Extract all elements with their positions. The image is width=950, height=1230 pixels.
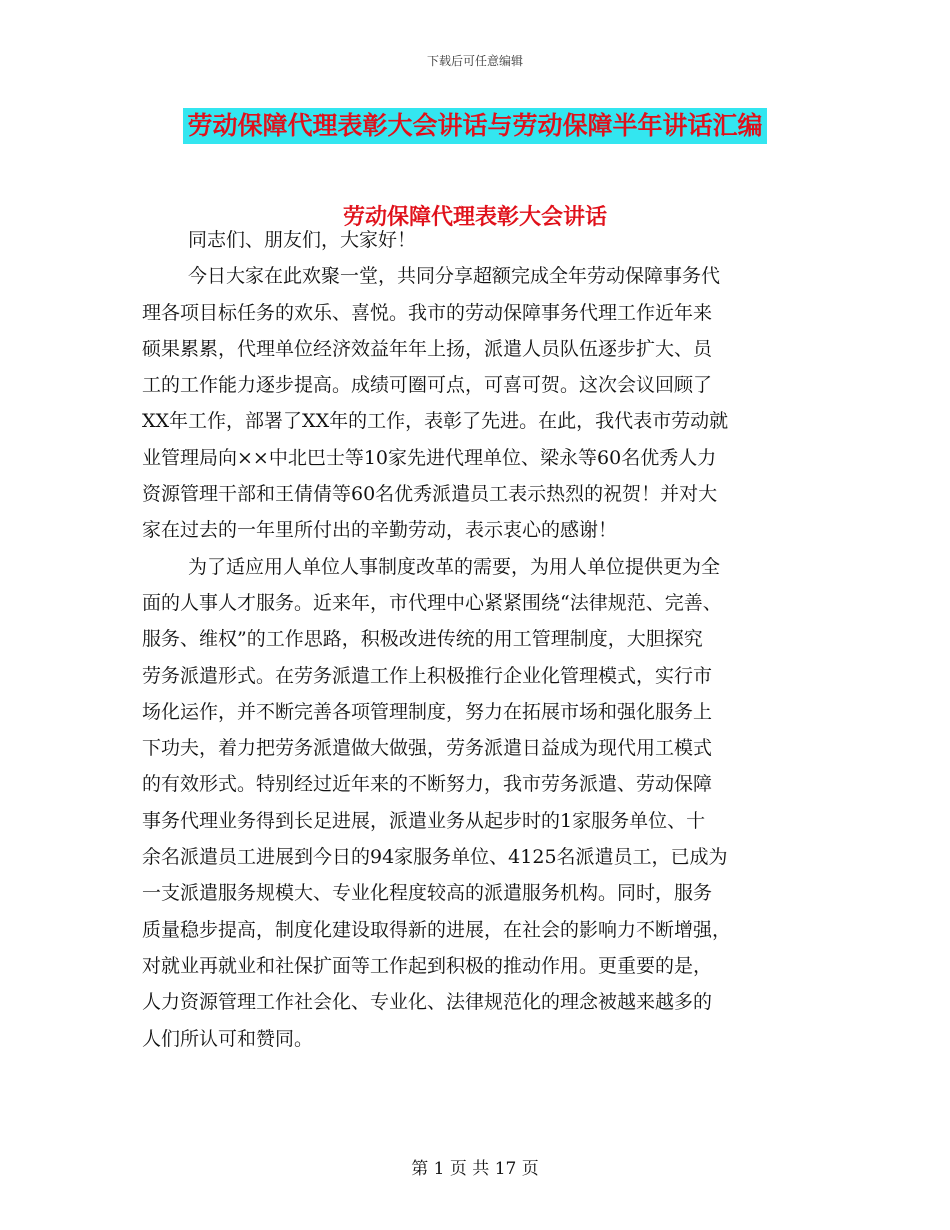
text-line: 理各项目标任务的欢乐、喜悦。我市的劳动保障事务代理工作近年来 — [142, 301, 713, 324]
text-line: 业管理局向××中北巴士等10家先进代理单位、梁永等60名优秀人力 — [142, 446, 717, 469]
text-line: 下功夫，着力把劳务派遣做大做强，劳务派遣日益成为现代用工模式 — [142, 737, 713, 760]
text-line: 劳务派遣形式。在劳务派遣工作上积极推行企业化管理模式，实行市 — [142, 664, 713, 687]
text-line: 一支派遣服务规模大、专业化程度较高的派遣服务机构。同时，服务 — [142, 882, 713, 905]
paragraph — [142, 549, 810, 1057]
text-line: 为了适应用人单位人事制度改革的需要，为用人单位提供更为全 — [188, 555, 721, 578]
paragraph — [142, 222, 810, 258]
text-line: 的有效形式。特别经过近年来的不断努力，我市劳务派遣、劳动保障 — [142, 773, 713, 796]
text-line: 质量稳步提高，制度化建设取得新的进展，在社会的影响力不断增强， — [142, 918, 732, 941]
text-line: 服务、维权”的工作思路，积极改进传统的用工管理制度，大胆探究 — [142, 628, 703, 651]
header-note: 下载后可任意编辑 — [426, 54, 523, 68]
text-line: 硕果累累，代理单位经济效益年年上扬，派遣人员队伍逐步扩大、员 — [142, 337, 713, 360]
text-line: 工的工作能力逐步提高。成绩可圈可点，可喜可贺。这次会议回顾了 — [142, 374, 713, 397]
paragraph — [142, 258, 810, 548]
main-title: 劳动保障代理表彰大会讲话与劳动保障半年讲话汇编 — [183, 108, 766, 144]
text-line: 余名派遣员工进展到今日的94家服务单位、4125名派遣员工，已成为 — [142, 846, 728, 869]
page-footer: 第 1 页 共 17 页 — [411, 1159, 539, 1179]
text-line: 面的人事人才服务。近来年，市代理中心紧紧围绕“法律规范、完善、 — [142, 591, 722, 614]
document-body — [142, 221, 810, 1057]
text-line: 事务代理业务得到长足进展，派遣业务从起步时的1家服务单位、十 — [142, 809, 706, 832]
text-line: 同志们、朋友们，大家好！ — [188, 229, 417, 251]
text-line: 今日大家在此欢聚一堂，共同分享超额完成全年劳动保障事务代 — [188, 265, 721, 288]
text-line: 人力资源管理工作社会化、专业化、法律规范化的理念被越来越多的 — [142, 991, 713, 1014]
text-line: 家在过去的一年里所付出的辛勤劳动，表示衷心的感谢！ — [142, 519, 618, 542]
text-line: XX年工作，部署了XX年的工作，表彰了先进。在此，我代表市劳动就 — [142, 410, 729, 433]
text-line: 人们所认可和赞同。 — [142, 1027, 314, 1050]
sub-title: 劳动保障代理表彰大会讲话 — [342, 204, 607, 230]
text-line: 资源管理干部和王倩倩等60名优秀派遣员工表示热烈的祝贺！并对大 — [142, 483, 718, 506]
main-title-container — [0, 108, 950, 144]
text-line: 场化运作，并不断完善各项管理制度，努力在拓展市场和强化服务上 — [142, 700, 713, 723]
text-line: 对就业再就业和社保扩面等工作起到积极的推动作用。更重要的是， — [142, 954, 713, 977]
